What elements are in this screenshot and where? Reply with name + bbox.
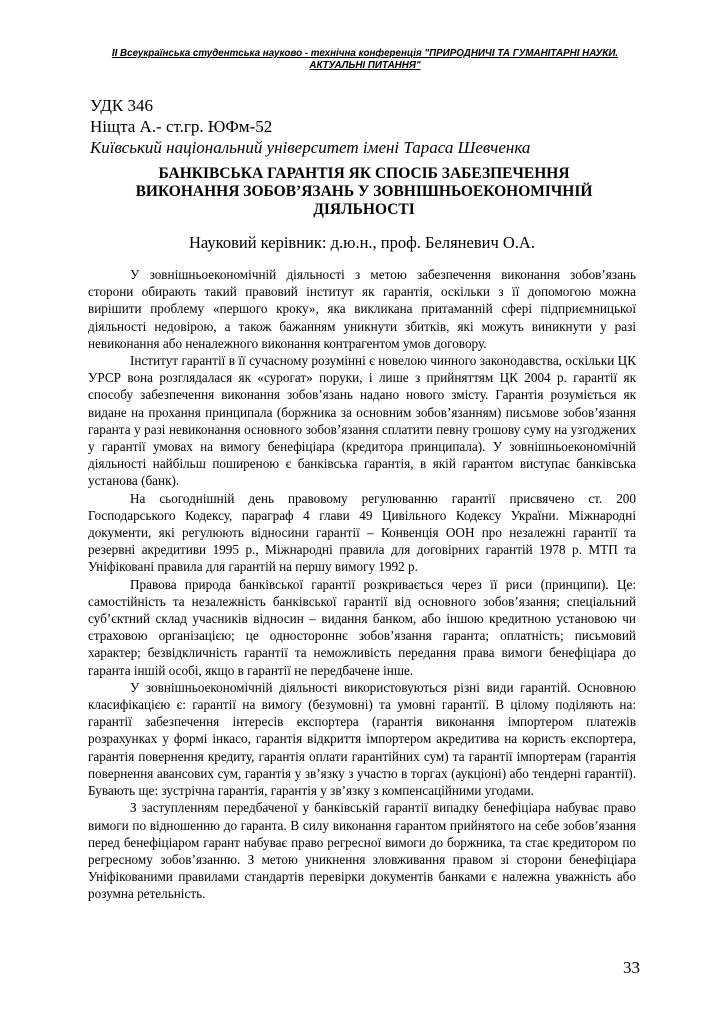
- article-meta: [90, 95, 650, 158]
- paragraph: Правова природа банківської гарантії розкривається через її риси (принципи). Це: самостійність та незалежність банківської гарантії від основного зобов’язання; спеціальний суб’єктний склад учасників відносин – видання банком, або іншою кредитною установою чи страховою організацією; це одностороннє зобов’язання гаранта; оплатність; письмовий характер; безвідкличність гарантії та неможливість передання права вимоги бенефіціара до гаранта іншій особі, якщо в гарантії не передбачене інше.: [88, 576, 636, 678]
- paragraph: На сьогоднішній день правовому регулюванню гарантії присвячено ст. 200 Господарського Кодексу, параграф 4 глави 49 Цивільного Кодексу України. Міжнародні документи, які регулюють відносини гарантії – Конвенція ООН про незалежні гарантії та резервні акредитиви 1995 р., Міжнародні правила для договірних гарантій 1978 р. МТП та Уніфіковані правила для гарантій на першу вимогу 1992 р.: [88, 490, 636, 575]
- paragraph: У зовнішньоекономічній діяльності використовуються різні види гарантій. Основною класифікацією є: гарантії на вимогу (безумовні) та умовні гарантії. В цілому поділяють на: гарантії забезпечення інтересів експортера (гарантія виконання імпортером платежів розрахунках у формі інкасо, гарантія відкриття імпортером акредитива на користь експортера, гарантія повернення кредиту, гарантія оплати гарантійних сум) та гарантії імпортерам (гарантія повернення авансових сум, гарантія у зв’язку з участю в торгах (аукціоні) або тендерні гарантії). Бувають ще: зустрічна гарантія, гарантія у зв’язку з компенсаційними угодами.: [88, 679, 636, 799]
- paragraph: У зовнішньоекономічній діяльності з метою забезпечення виконання зобов’язань сторони обирають такий правовий інститут як гарантія, оскільки з її допомогою можна вирішити проблему «першого кроку», яка викликана притаманній сфері підприємницької діяльності недовірою, а також бажанням уникнути збитків, які можуть виникнути у разі невиконання або неналежного виконання контрагентом умов договору.: [88, 267, 636, 351]
- header-line-2: АКТУАЛЬНІ ПИТАННЯ": [309, 60, 421, 71]
- title-line-3: ДІЯЛЬНОСТІ: [313, 201, 415, 218]
- title-line-2: ВИКОНАННЯ ЗОБОВ’ЯЗАНЬ У ЗОВНІШНЬОЕКОНОМІЧНІЙ: [135, 183, 593, 200]
- institution-line: Київський національний університет імені Тараса Шевченка: [90, 138, 531, 157]
- author-line: Ніщта А.- ст.гр. ЮФм-52: [90, 117, 273, 136]
- udk-code: УДК 346: [90, 96, 154, 115]
- header-line-1: II Всеукраїнська студентська науково - технічна конференція "ПРИРОДНИЧІ ТА ГУМАНІТАРНІ НАУКИ.: [111, 48, 619, 59]
- article-title: [100, 165, 628, 219]
- paragraph: З заступленням передбаченої у банківській гарантії випадку бенефіціара набуває право вимоги по відношенню до гаранта. В силу виконання гарантом прийнятого на себе зобов’язання перед бенефіціаром гарант набуває право регресної вимоги до боржника, та стає кредитором по регресному зобов’язанню. З метою уникнення зловживання правом зі сторони бенефіціара Уніфікованими правилами стандартів перевірки документів банками є належна уважність або розумна ретельність.: [88, 800, 636, 902]
- conference-header: [90, 48, 640, 72]
- supervisor-line: Науковий керівник: д.ю.н., проф. Беляневич О.А.: [189, 233, 535, 252]
- page-number: 33: [623, 958, 640, 977]
- paragraph: Інститут гарантії в її сучасному розумінні є новелою чинного законодавства, оскільки ЦК УРСР вона розглядалася як «сурогат» поруки, і лише з прийняттям ЦК 2004 р. гарантії як способу забезпечення виконання зобов’язань надано нового змісту. Гарантія розуміється як видане на прохання принципала (боржника за основним зобов’язанням) письмове зобов’язання гаранта у разі невиконання основного зобов’язання сплатити певну грошову суму на узгоджених у гарантії умовах на вимогу бенефіціара (кредитора принципала). У зовнішньоекономічній діяльності найбільш поширеною є банківська гарантія, в якій гарантом виступає банківська установа (банк).: [88, 353, 636, 489]
- title-line-1: БАНКІВСЬКА ГАРАНТІЯ ЯК СПОСІБ ЗАБЕЗПЕЧЕННЯ: [158, 165, 570, 182]
- article-body: [88, 266, 636, 903]
